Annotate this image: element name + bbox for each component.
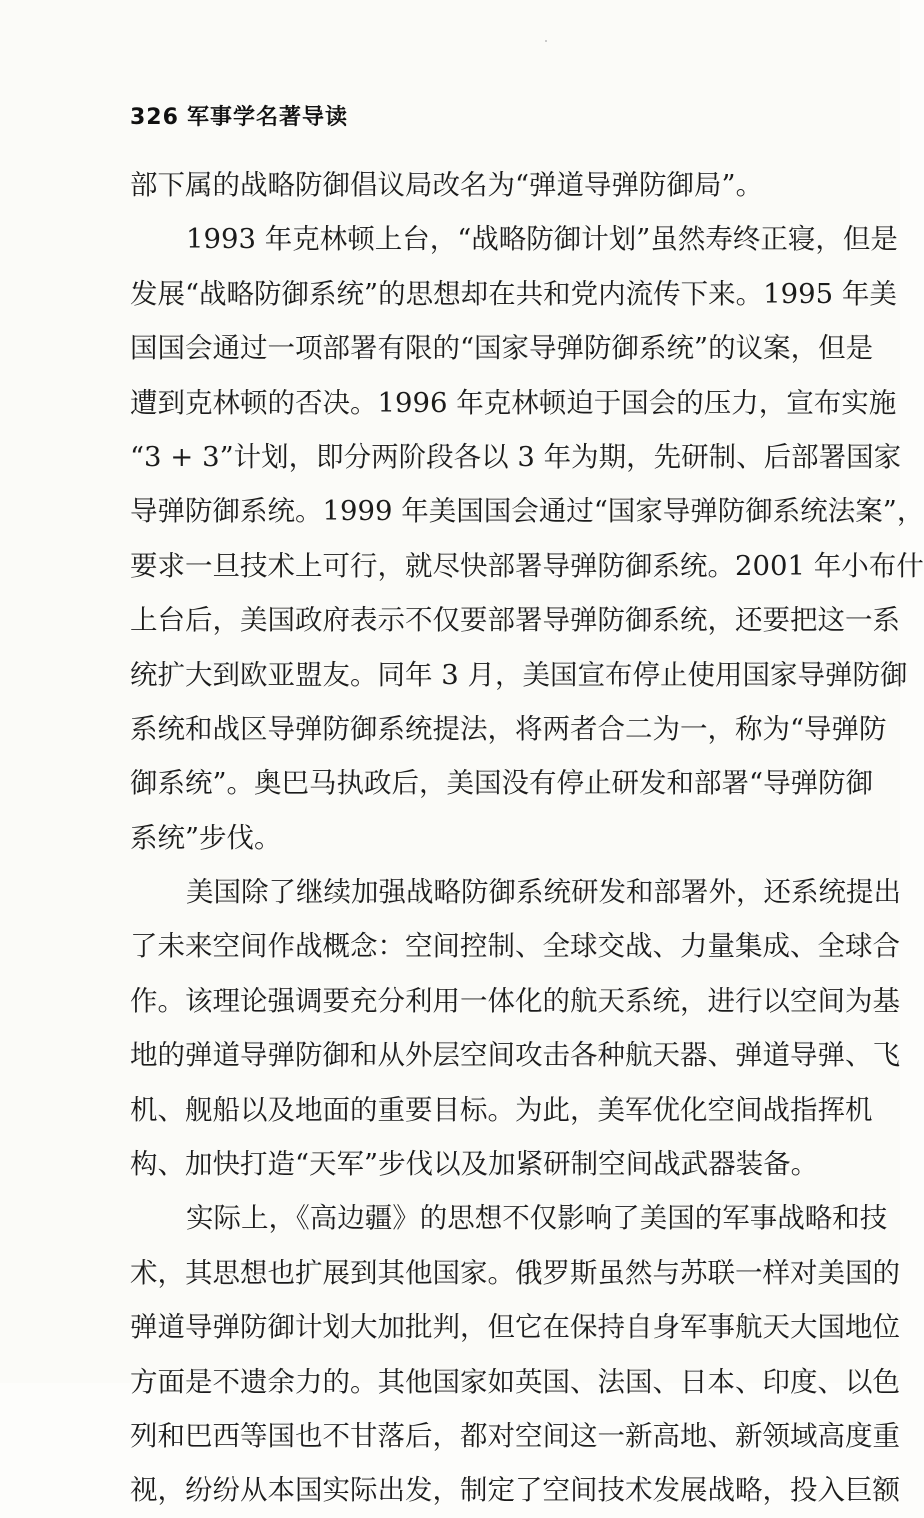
text-line: 发展“战略防御系统”的思想却在共和党内流传下来。1995 年美 [130,277,897,310]
text-line: 部下属的战略防御倡议局改名为“弹道导弹防御局”。 [130,169,764,201]
text-line: 要求一旦技术上可行，就尽快部署导弹防御系统。2001 年小布什 [130,549,924,582]
text-line: 导弹防御系统。1999 年美国国会通过“国家导弹防御系统法案”， [130,495,924,528]
text-line: 方面是不遗余力的。其他国家如英国、法国、日本、印度、以色 [130,1365,900,1398]
text-line: 统扩大到欧亚盟友。同年 3 月，美国宣布停止使用国家导弹防御 [130,658,908,691]
text-line: 遭到克林顿的否决。1996 年克林顿迫于国会的压力，宣布实施 [130,386,897,419]
text-line: 了未来空间作战概念：空间控制、全球交战、力量集成、全球合 [130,930,900,963]
text-line: 作。该理论强调要充分利用一体化的航天系统，进行以空间为基 [130,984,900,1017]
text-line: 1993 年克林顿上台，“战略防御计划”虽然寿终正寝，但是 [186,223,898,256]
text-line: 构、加快打造“天军”步伐以及加紧研制空间战武器装备。 [130,1148,819,1181]
text-line: 机、舰船以及地面的重要目标。为此，美军优化空间战指挥机 [130,1093,873,1126]
text-line: 美国除了继续加强战略防御系统研发和部署外，还系统提出 [186,876,901,909]
text-line: 术，其思想也扩展到其他国家。俄罗斯虽然与苏联一样对美国的 [130,1256,900,1289]
book-title: 军事学名著导读 [186,105,348,130]
text-line: 系统”步伐。 [130,821,282,854]
paper-speck [545,40,547,42]
text-line: 地的弹道导弹防御和从外层空间攻击各种航天器、弹道导弹、飞 [130,1039,900,1072]
text-line: 实际上，《高边疆》的思想不仅影响了美国的军事战略和技 [186,1202,888,1235]
text-line: 视，纷纷从本国实际出发，制定了空间技术发展战略，投入巨额 [130,1474,900,1507]
text-line: 国国会通过一项部署有限的“国家导弹防御系统”的议案，但是 [130,332,874,365]
text-line: 弹道导弹防御计划大加批判，但它在保持自身军事航天大国地位 [130,1311,900,1344]
page-number: 326 [130,105,179,130]
text-line: 列和巴西等国也不甘落后，都对空间这一新高地、新领域高度重 [130,1419,900,1452]
running-head [130,100,348,131]
text-line: 御系统”。奥巴马执政后，美国没有停止研发和部署“导弹防御 [130,767,874,800]
text-line: 上台后，美国政府表示不仅要部署导弹防御系统，还要把这一系 [130,604,900,637]
body-text [130,158,924,1518]
text-line: 系统和战区导弹防御系统提法，将两者合二为一，称为“导弹防 [130,712,887,745]
text-line: “3 + 3”计划，即分两阶段各以 3 年为期，先研制、后部署国家 [130,440,902,473]
